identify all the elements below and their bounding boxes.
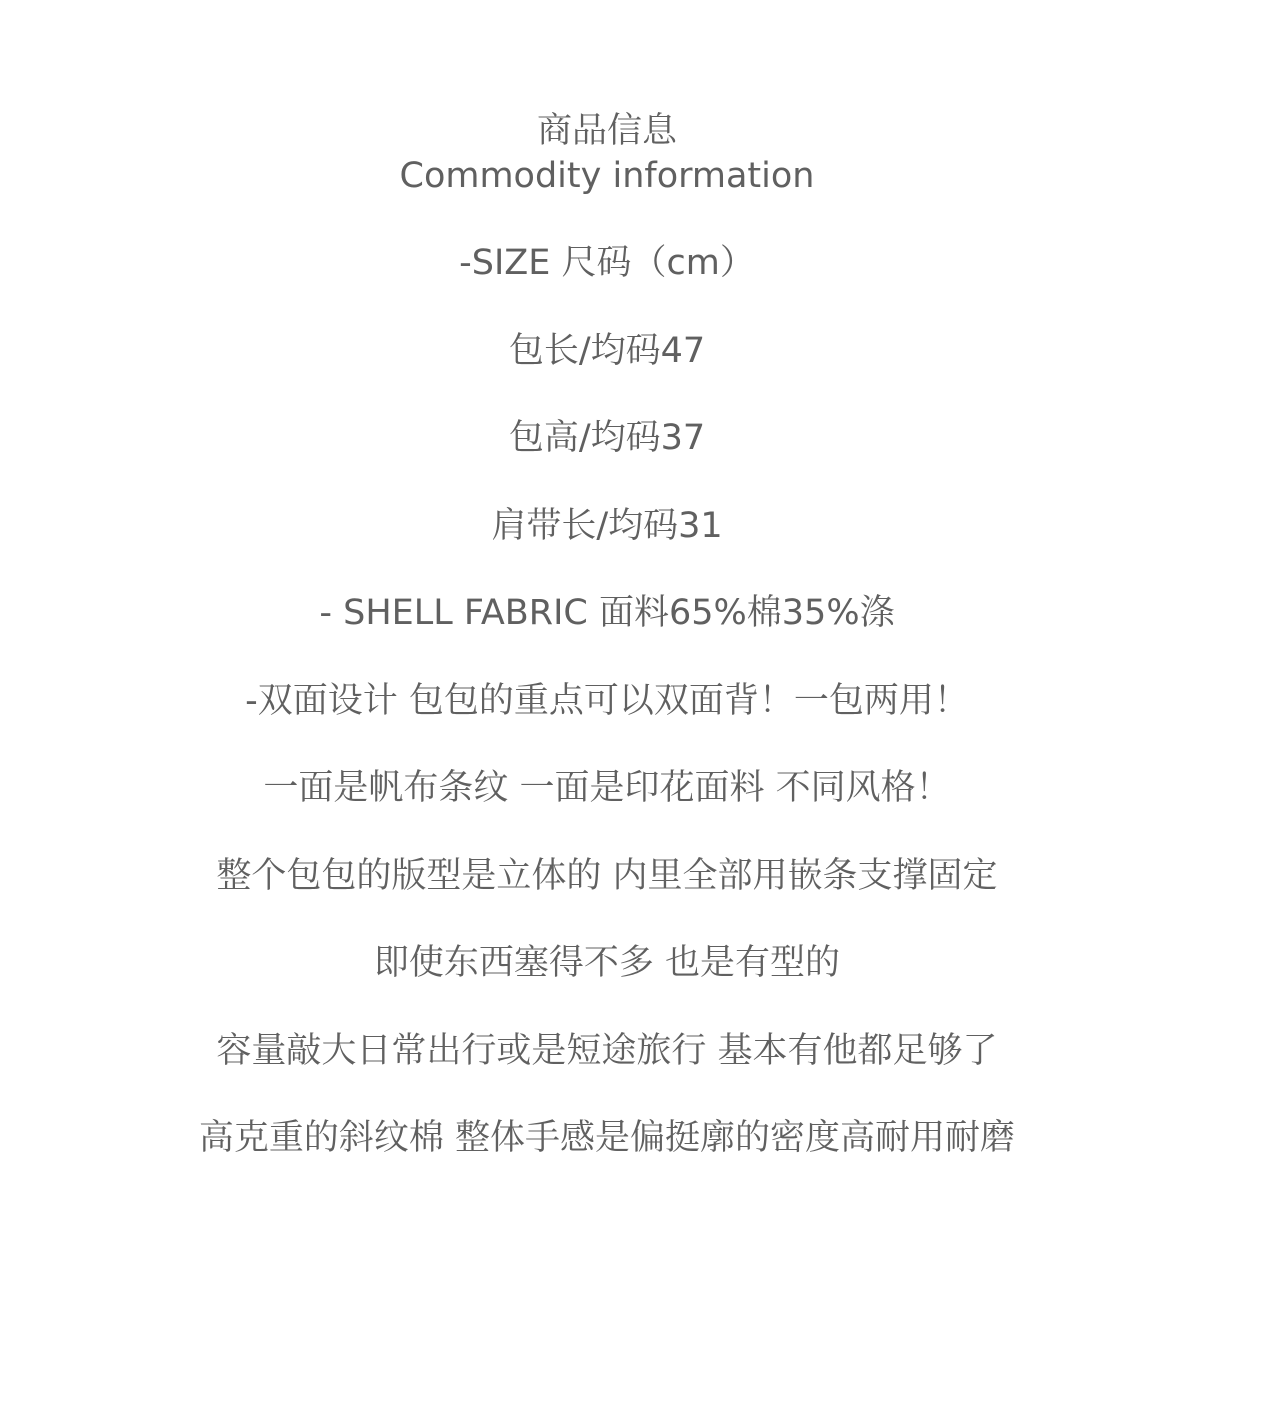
size-height: 包高/均码37 <box>508 418 706 458</box>
title-chinese: 商品信息 <box>536 111 677 151</box>
description-line: -双面设计 包包的重点可以双面背！一包两用！ <box>245 681 969 721</box>
description-line: 整个包包的版型是立体的 内里全部用嵌条支撑固定 <box>216 856 998 896</box>
size-heading: -SIZE 尺码（cm） <box>459 243 755 283</box>
title-english: Commodity information <box>399 156 815 196</box>
description-line: 一面是帆布条纹 一面是印花面料 不同风格！ <box>263 768 951 808</box>
description-line: 即使东西塞得不多 也是有型的 <box>373 943 841 983</box>
size-length: 包长/均码47 <box>508 331 706 371</box>
size-strap: 肩带长/均码31 <box>491 506 723 546</box>
description-line: 容量敲大日常出行或是短途旅行 基本有他都足够了 <box>216 1031 998 1071</box>
fabric-line: - SHELL FABRIC 面料65%棉35%涤 <box>319 593 895 633</box>
description-line: 高克重的斜纹棉 整体手感是偏挺廓的密度高耐用耐磨 <box>198 1118 1016 1158</box>
